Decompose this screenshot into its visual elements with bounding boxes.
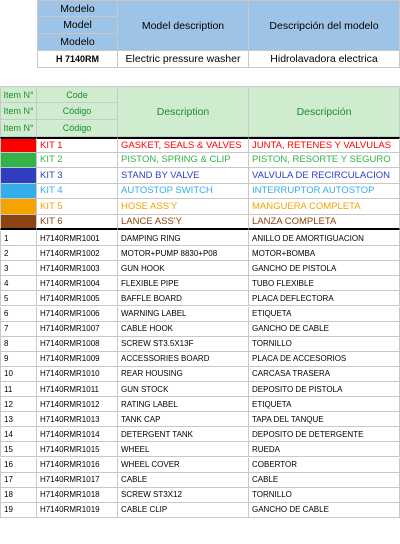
part-description: DAMPING RING <box>118 231 249 246</box>
kit-code: KIT 1 <box>37 137 118 153</box>
model-description-es-header: Descripción del modelo <box>249 0 400 51</box>
model-label-3: Modelo <box>37 34 118 51</box>
item-number-header-1: Item N° <box>0 86 37 103</box>
part-number: 2 <box>0 246 37 261</box>
model-label-1: Modelo <box>37 0 118 17</box>
part-code: H7140RMR1003 <box>37 261 118 276</box>
part-code: H7140RMR1011 <box>37 382 118 397</box>
part-description-es: ETIQUETA <box>249 307 400 322</box>
part-number: 7 <box>0 322 37 337</box>
model-description-es: Hidrolavadora electrica <box>249 51 400 68</box>
part-description-es: PLACA DE ACCESORIOS <box>249 352 400 367</box>
kit-code: KIT 4 <box>37 184 118 200</box>
kit-description-es: VALVULA DE RECIRCULACION <box>249 168 400 184</box>
model-label-2: Model <box>37 17 118 34</box>
part-description: CABLE CLIP <box>118 503 249 518</box>
part-description: WARNING LABEL <box>118 307 249 322</box>
part-code: H7140RMR1008 <box>37 337 118 352</box>
part-description-es: DEPOSITO DE PISTOLA <box>249 382 400 397</box>
part-code: H7140RMR1019 <box>37 503 118 518</box>
part-code: H7140RMR1007 <box>37 322 118 337</box>
description-es-header: Descripción <box>249 86 400 137</box>
kit-description-es: JUNTA, RETENES Y VALVULAS <box>249 137 400 153</box>
part-description-es: COBERTOR <box>249 458 400 473</box>
part-description: MOTOR+PUMP 8830+P08 <box>118 246 249 261</box>
part-number: 4 <box>0 276 37 291</box>
part-number: 6 <box>0 307 37 322</box>
kit-description: GASKET, SEALS & VALVES <box>118 137 249 153</box>
kit-swatch <box>0 137 37 153</box>
part-description: WHEEL COVER <box>118 458 249 473</box>
part-description-es: DEPOSITO DE DETERGENTE <box>249 427 400 442</box>
part-code: H7140RMR1012 <box>37 397 118 412</box>
part-description-es: TUBO FLEXIBLE <box>249 276 400 291</box>
part-description: SCREW ST3.5X13F <box>118 337 249 352</box>
code-header-2: Código <box>37 103 118 120</box>
description-header: Description <box>118 86 249 137</box>
part-number: 3 <box>0 261 37 276</box>
kit-swatch <box>0 184 37 200</box>
part-code: H7140RMR1009 <box>37 352 118 367</box>
kit-swatch <box>0 153 37 169</box>
part-description: WHEEL <box>118 442 249 457</box>
kit-code: KIT 6 <box>37 215 118 231</box>
part-number: 12 <box>0 397 37 412</box>
part-description-es: TORNILLO <box>249 488 400 503</box>
part-description: GUN HOOK <box>118 261 249 276</box>
kit-description-es: PISTON, RESORTE Y SEGURO <box>249 153 400 169</box>
part-description: SCREW ST3X12 <box>118 488 249 503</box>
kit-description: HOSE ASS'Y <box>118 199 249 215</box>
kit-description-es: INTERRUPTOR AUTOSTOP <box>249 184 400 200</box>
part-code: H7140RMR1005 <box>37 291 118 306</box>
part-code: H7140RMR1002 <box>37 246 118 261</box>
item-number-header-3: Item N° <box>0 120 37 137</box>
part-code: H7140RMR1014 <box>37 427 118 442</box>
code-header-1: Code <box>37 86 118 103</box>
part-description-es: MOTOR+BOMBA <box>249 246 400 261</box>
item-number-header-2: Item N° <box>0 103 37 120</box>
part-description: BAFFLE BOARD <box>118 291 249 306</box>
kit-code: KIT 5 <box>37 199 118 215</box>
kit-description: AUTOSTOP SWITCH <box>118 184 249 200</box>
part-description: GUN STOCK <box>118 382 249 397</box>
part-description: RATING LABEL <box>118 397 249 412</box>
kit-description: STAND BY VALVE <box>118 168 249 184</box>
part-description-es: TAPA DEL TANQUE <box>249 412 400 427</box>
part-code: H7140RMR1010 <box>37 367 118 382</box>
part-description-es: PLACA DEFLECTORA <box>249 291 400 306</box>
kit-description-es: MANGUERA COMPLETA <box>249 199 400 215</box>
part-code: H7140RMR1006 <box>37 307 118 322</box>
part-number: 19 <box>0 503 37 518</box>
part-number: 15 <box>0 442 37 457</box>
part-description: TANK CAP <box>118 412 249 427</box>
model-description: Electric pressure washer <box>118 51 249 68</box>
kit-code: KIT 2 <box>37 153 118 169</box>
part-description-es: ETIQUETA <box>249 397 400 412</box>
part-code: H7140RMR1016 <box>37 458 118 473</box>
part-description-es: TORNILLO <box>249 337 400 352</box>
part-description-es: GANCHO DE CABLE <box>249 322 400 337</box>
part-code: H7140RMR1001 <box>37 231 118 246</box>
part-code: H7140RMR1017 <box>37 473 118 488</box>
part-number: 14 <box>0 427 37 442</box>
kit-swatch <box>0 215 37 231</box>
kit-description: LANCE ASS'Y <box>118 215 249 231</box>
part-description-es: GANCHO DE CABLE <box>249 503 400 518</box>
code-header-3: Código <box>37 120 118 137</box>
part-description-es: CABLE <box>249 473 400 488</box>
part-description: ACCESSORIES BOARD <box>118 352 249 367</box>
part-number: 5 <box>0 291 37 306</box>
model-code: H 7140RM <box>37 51 118 68</box>
model-description-header: Model description <box>118 0 249 51</box>
part-description-es: RUEDA <box>249 442 400 457</box>
kit-code: KIT 3 <box>37 168 118 184</box>
part-code: H7140RMR1015 <box>37 442 118 457</box>
kit-description-es: LANZA COMPLETA <box>249 215 400 231</box>
part-code: H7140RMR1004 <box>37 276 118 291</box>
part-code: H7140RMR1018 <box>37 488 118 503</box>
kit-swatch <box>0 168 37 184</box>
part-number: 8 <box>0 337 37 352</box>
part-code: H7140RMR1013 <box>37 412 118 427</box>
kit-swatch <box>0 199 37 215</box>
part-number: 16 <box>0 458 37 473</box>
part-description-es: CARCASA TRASERA <box>249 367 400 382</box>
part-description: DETERGENT TANK <box>118 427 249 442</box>
part-description: FLEXIBLE PIPE <box>118 276 249 291</box>
part-number: 18 <box>0 488 37 503</box>
part-number: 10 <box>0 367 37 382</box>
kit-description: PISTON, SPRING & CLIP <box>118 153 249 169</box>
part-description: CABLE HOOK <box>118 322 249 337</box>
part-description: CABLE <box>118 473 249 488</box>
part-number: 17 <box>0 473 37 488</box>
part-number: 1 <box>0 231 37 246</box>
part-number: 11 <box>0 382 37 397</box>
part-number: 9 <box>0 352 37 367</box>
part-description-es: GANCHO DE PISTOLA <box>249 261 400 276</box>
part-number: 13 <box>0 412 37 427</box>
part-description-es: ANILLO DE AMORTIGUACION <box>249 231 400 246</box>
part-description: REAR HOUSING <box>118 367 249 382</box>
